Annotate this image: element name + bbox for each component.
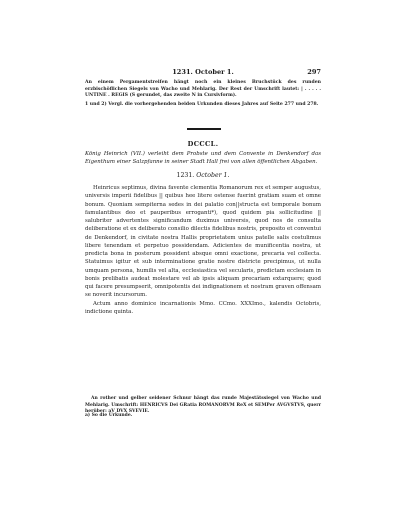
seal-description-text: An rother und gelber seidener Schnur hängt das runde Majestätssiegel von Wacho und Mehlarig. Umschrift: HENRICVS Dei GRatia ROMANORVM ReX et SEMPer AVGVSTVS, querr herüber: aV DVX SVEVIE. (85, 396, 321, 414)
running-header (85, 68, 321, 78)
seal-note-text: An einem Pergamentstreifen hängt noch ein kleines Bruchstück des runden erzbischöflichen Siegels von Wacho und Mehlarig. Der Rest der Umschrift lautet: | . . . . . UNTINE . REGIS (S gerundet, das zweite N in Cursivform). (85, 80, 321, 99)
section-divider (187, 128, 221, 130)
footnote-a: a) So die Urkunde. (85, 413, 133, 418)
document-date (85, 172, 321, 179)
page-number: 297 (307, 68, 321, 76)
document-summary: König Heinrich (VII.) verleiht dem Probste und dem Convente in Denkendorf das Eigenthum einer Salzpfanne in seiner Stadt Hall frei von allen öffentlichen Abgaben. (85, 151, 321, 165)
reference-note (85, 102, 321, 109)
document-body (85, 184, 321, 316)
seal-note (85, 80, 321, 100)
header-date: 1231. October 1. (172, 68, 234, 76)
document-number: DCCCL. (187, 140, 219, 148)
reference-note-text: 1 und 2) Vergl. die vorhergehenden beiden Urkunden dieses Jahres auf Seite 277 und 278. (85, 102, 319, 107)
document-date-year: 1231. (176, 172, 195, 179)
document-closing: Actum anno dominice incarnationis Mmo. CCmo. XXXImo., kalendis Octobris, indictione quinta. (85, 300, 321, 315)
document-body-text: Heinricus septimus, divina favente clementia Romanorum rex et semper augustus, universis imperii fidelibus || quibus hee litere ostense fuerint gratiam suam et omne bonum. Quoniam sempiterna sedes in dei palatio con||structa est temporale bonum famulantibus deo et pauperibus erroganti*), quod quidem pia sollicitudine || salubriter advertentes significandum duximus universis, quod nos de consulta deliberatione et ex deliberato consilio dilectis fidelibus nostris, preposito et conventui de Denkendorf, in civitate nostra Hallis proprietatem unius patelle salis costulimus libere tenendam et perpetuo possidendam. Adicientes de munificentia nostra, ut predicta bona in posterum possident absque omni exactione, precaria vel collecta. Statuimus igitur et sub interminatione gratie nostre districte precipimus, ut nulla umquam persona, humilis vel alta, ecclesiastica vel secularis, predictam ecclesiam in bonis prelibatis audeat molestare vel ab ipsis aliquam precariam extarquere; quod qui facere presumpserit, omnipotentis dei indignationem et nostram graven offensam se noverit incursorum. (85, 185, 321, 299)
document-date-day: October 1. (196, 172, 230, 179)
